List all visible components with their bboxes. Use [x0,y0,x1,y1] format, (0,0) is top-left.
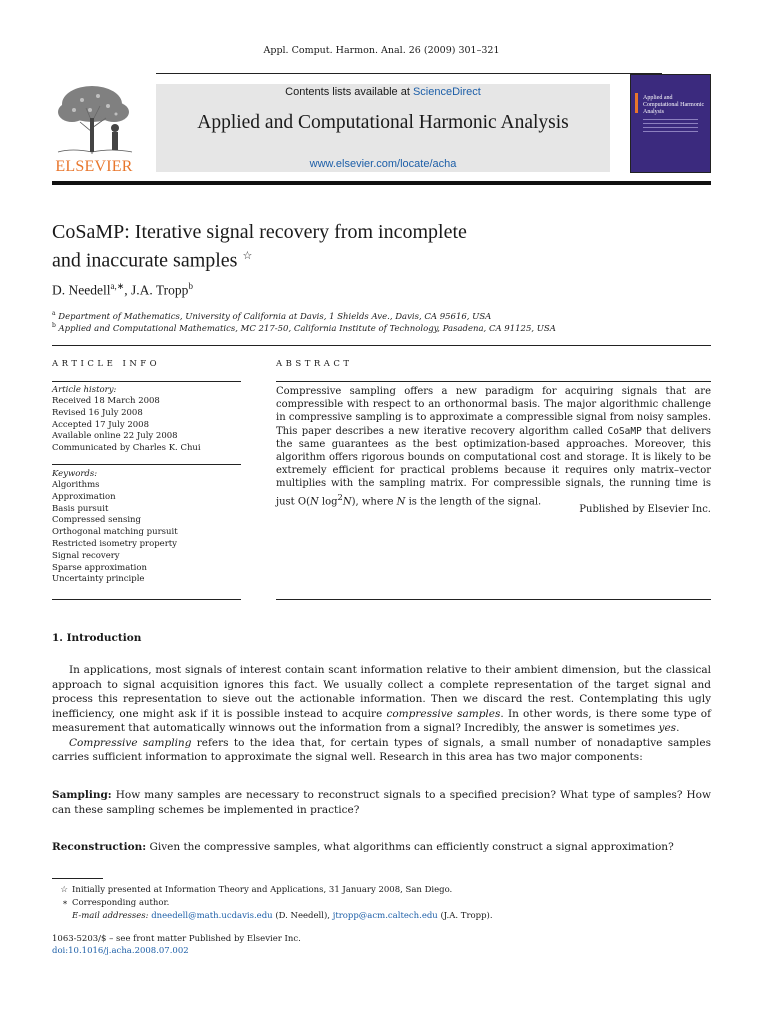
published-by: Published by Elsevier Inc. [579,504,711,515]
intro-paragraph-2 [52,736,711,765]
article-history-list [52,396,201,455]
footnote-star [52,885,452,895]
contents-line [156,86,610,98]
cover-decorative-lines [643,119,698,135]
journal-url-link[interactable]: www.elsevier.com/locate/acha [309,158,457,170]
email2-name: (J.A. Tropp). [437,911,493,921]
cosamp-name: CoSaMP [607,425,642,437]
journal-reference: Appl. Comput. Harmon. Anal. 26 (2009) 301–321 [263,45,500,56]
keyword-item: Algorithms [52,480,100,490]
cover-title: Applied and Computational Harmonic Analysis [643,95,705,115]
tree-logo-icon [52,82,136,156]
abstract-bottom-rule [276,599,711,600]
keyword-item: Orthogonal matching pursuit [52,527,178,538]
publisher-logo-text: ELSEVIER [55,158,133,175]
affil-b-mark: b [52,322,56,329]
math-exp: 2 [337,491,343,502]
p1-text-c: . [676,722,680,734]
footnote-star-text: Initially presented at Information Theory and Applications, 31 January 2008, San Diego. [72,885,453,895]
abstract-part4: is the length of the signal. [405,495,542,507]
cover-accent-bar [635,93,638,113]
author-tropp[interactable]: J.A. Tropp [131,282,189,298]
author-list [52,281,193,299]
author-separator: , [124,282,132,298]
math-n: N [309,495,319,507]
affil-a-mark: a [52,310,56,317]
footnote-star-mark: ☆ [60,885,68,895]
contents-prefix: Contents lists available at [285,86,413,98]
keyword-item: Restricted isometry property [52,538,177,549]
affiliation-b [52,322,556,334]
history-communicated: Communicated by Charles K. Chui [52,443,201,454]
math-n: N [396,495,406,507]
keyword-item: Compressed sensing [52,515,141,526]
keyword-item: Uncertainty principle [52,574,145,585]
paper-title [52,220,672,273]
math-log: log [318,495,338,507]
title-footnote-mark[interactable]: ☆ [242,250,253,262]
header-divider [52,345,711,346]
footnote-rule [52,878,103,879]
footnote-corr-mark: ∗ [62,898,68,908]
footnote-corresponding [52,898,169,908]
author2-affil-marks[interactable]: b [188,281,193,291]
email-label: E-mail addresses: [72,911,149,921]
abstract-part1: Compressive sampling offers a new paradigm for acquiring signals that are compressible with respect to an orthonormal basis. The major algorithmic challenge in compressive sampling is to approximate a compressible signal from noisy samples. This paper describes a new iterative recovery algorithm called [276,386,711,437]
abstract-part2: that delivers the same guarantees as the best optimization-based approaches. Moreover, this algorithm offers rigorous bounds on computational cost and storage. It is likely to be extremely efficient for practical problems because it requires only matrix–vector multiplies with the sampling matrix. For compressible signals, the running time is just O( [276,425,711,507]
journal-banner [156,84,610,172]
keyword-item: Signal recovery [52,550,120,561]
section-heading-introduction: 1. Introduction [52,632,142,644]
footnote-corr-text: Corresponding author. [72,898,170,908]
sampling-paragraph [52,788,711,817]
reconstruction-label: Reconstruction: [52,841,147,853]
abstract-text [276,385,711,508]
intro-paragraphs [52,663,711,765]
affiliation-a [52,310,491,322]
reconstruction-text: Given the compressive samples, what algorithms can efficiently construct a signal approximation? [146,841,674,853]
author-needell[interactable]: D. Needell [52,282,111,298]
masthead-top-rule [156,73,662,74]
affil-b-text: Applied and Computational Mathematics, MC 217-50, California Institute of Technology, Pasadena, CA 91125, USA [58,323,556,334]
email-tropp-link[interactable]: jtropp@acm.caltech.edu [332,911,438,921]
keyword-item: Approximation [52,491,116,502]
masthead-bottom-rule [52,181,711,185]
paper-title-line1: CoSaMP: Iterative signal recovery from incomplete [52,221,467,243]
p2-text: refers to the idea that, for certain types of signals, a small number of nonadaptive samples carries sufficient information to approximate the signal well. Research in this area has two major components: [52,736,711,763]
article-page [52,0,711,1024]
history-received: Received 18 March 2008 [52,396,160,406]
abstract-rule [276,381,711,382]
keyword-item: Sparse approximation [52,562,147,573]
p1-emphasis: compressive samples [386,707,501,720]
article-info-rule [52,381,241,382]
journal-cover [630,74,711,173]
abstract-part3: ), where [351,495,397,507]
p2-emphasis: Compressive sampling [69,736,192,749]
article-history-label: Article history: [52,385,117,395]
affil-a-text: Department of Mathematics, University of California at Davis, 1 Shields Ave., Davis, CA 95616, USA [58,311,492,322]
history-available: Available online 22 July 2008 [52,431,178,442]
keywords-rule [52,464,241,465]
history-revised: Revised 16 July 2008 [52,407,143,418]
article-info-heading: ARTICLE INFO [52,359,161,369]
keyword-item: Basis pursuit [52,503,109,514]
p1-yes: yes [658,722,677,734]
issn-line: 1063-5203/$ – see front matter Published by Elsevier Inc. [52,934,301,944]
math-n: N [342,495,352,507]
intro-paragraph-1 [52,663,711,736]
email-needell-link[interactable]: dneedell@math.ucdavis.edu [151,911,273,921]
author1-affil-marks[interactable]: a,∗ [110,281,125,291]
footnote-emails [52,911,493,921]
history-accepted: Accepted 17 July 2008 [52,419,149,430]
sampling-text: How many samples are necessary to reconstruct signals to a specified precision? What type of samples? How can these sampling schemes be implemented in practice? [52,789,711,816]
reconstruction-paragraph [52,840,711,855]
journal-title: Applied and Computational Harmonic Analysis [197,112,569,133]
paper-title-line2: and inaccurate samples [52,249,238,272]
elsevier-logo [52,82,136,176]
article-info-bottom-rule [52,599,241,600]
sampling-label: Sampling: [52,789,112,801]
keywords-label: Keywords: [52,469,98,479]
p1-text-b: . In other words, is there some type of measurement that automatically winnows out the information from a signal? Incredibly, the answer is sometimes [52,707,711,734]
p1-text-a: In applications, most signals of interest contain scant information relative to their ambient dimension, but the classical approach to signal acquisition ignores this fact. We usually collect a complete representation of the target signal and process this representation to sieve out the actionable information. Then we discard the rest. Contemplating this ugly inefficiency, one might ask if it is possible instead to acquire [52,664,711,720]
abstract-heading: ABSTRACT [276,359,353,369]
doi-link[interactable]: doi:10.1016/j.acha.2008.07.002 [52,946,189,956]
keywords-list [52,480,178,586]
sciencedirect-link[interactable]: ScienceDirect [412,86,481,98]
email1-name: (D. Needell), [272,911,333,921]
